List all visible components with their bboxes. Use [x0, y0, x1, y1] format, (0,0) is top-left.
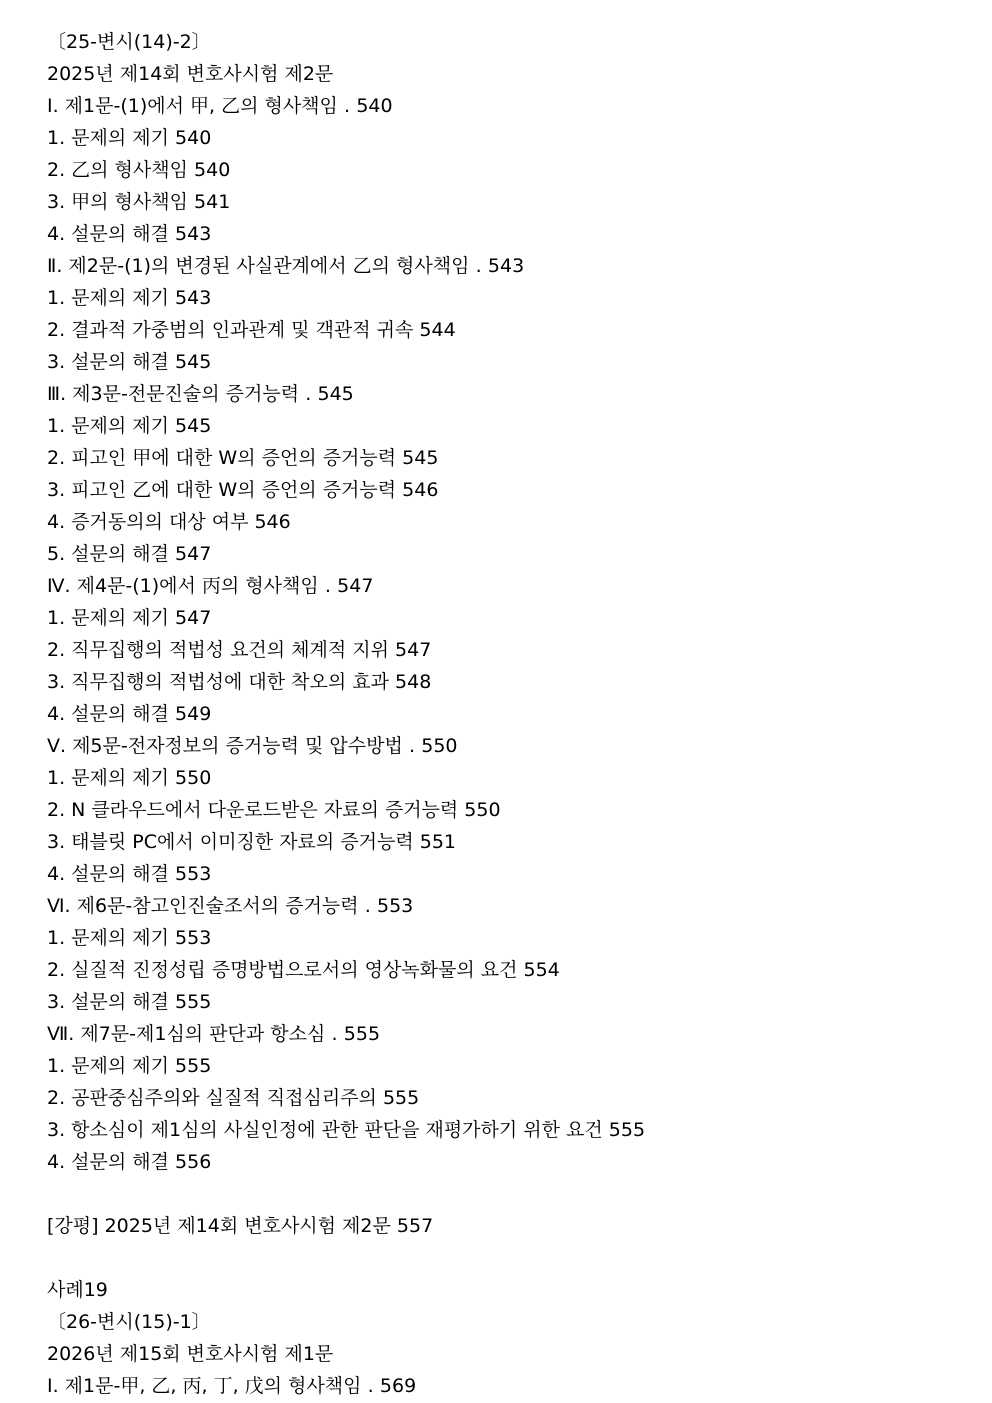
toc-section-heading: Ⅶ. 제7문-제1심의 판단과 항소심 ․ 555: [47, 1023, 381, 1045]
case-number: 사례19: [47, 1279, 108, 1301]
toc-entry: 1. 문제의 제기 550: [47, 767, 212, 789]
toc-entry: 1. 문제의 제기 555: [47, 1055, 212, 1077]
toc-section-heading: Ⅴ. 제5문-전자정보의 증거능력 및 압수방법 ․ 550: [47, 735, 458, 757]
toc-entry: 4. 설문의 해결 553: [47, 863, 212, 885]
toc-entry: 5. 설문의 해결 547: [47, 543, 212, 565]
case-code: 〔25-변시(14)-2〕: [47, 31, 211, 53]
toc-entry: 4. 설문의 해결 543: [47, 223, 212, 245]
toc-entry: 3. 직무집행의 적법성에 대한 착오의 효과 548: [47, 671, 432, 693]
case-code: 〔26-변시(15)-1〕: [47, 1311, 211, 1333]
toc-entry: 3. 피고인 乙에 대한 W의 증언의 증거능력 546: [47, 479, 439, 501]
toc-entry: 3. 항소심이 제1심의 사실인정에 관한 판단을 재평가하기 위한 요건 555: [47, 1119, 646, 1141]
toc-section-heading: Ⅲ. 제3문-전문진술의 증거능력 ․ 545: [47, 383, 354, 405]
toc-entry: 2. 직무집행의 적법성 요건의 체계적 지위 547: [47, 639, 432, 661]
exam-title: 2025년 제14회 변호사시험 제2문: [47, 63, 334, 85]
toc-entry: 1. 문제의 제기 553: [47, 927, 212, 949]
toc-entry: 1. 문제의 제기 543: [47, 287, 212, 309]
toc-section-heading: Ⅵ. 제6문-참고인진술조서의 증거능력 ․ 553: [47, 895, 414, 917]
toc-entry: 3. 설문의 해결 555: [47, 991, 212, 1013]
toc-entry: 2. 공판중심주의와 실질적 직접심리주의 555: [47, 1087, 420, 1109]
toc-entry: 4. 증거동의의 대상 여부 546: [47, 511, 291, 533]
toc-entry: 1. 문제의 제기 545: [47, 415, 212, 437]
review-entry: [강평] 2025년 제14회 변호사시험 제2문 557: [47, 1215, 434, 1237]
toc-entry: 2. 결과적 가중범의 인과관계 및 객관적 귀속 544: [47, 319, 456, 341]
toc-entry: 3. 태블릿 PC에서 이미징한 자료의 증거능력 551: [47, 831, 457, 853]
document-body: [47, 26, 967, 1402]
toc-entry: 3. 甲의 형사책임 541: [47, 191, 231, 213]
blank-line: [47, 1242, 967, 1274]
toc-entry: 2. 乙의 형사책임 540: [47, 159, 231, 181]
toc-entry: 1. 문제의 제기 547: [47, 607, 212, 629]
toc-entry: 2. N 클라우드에서 다운로드받은 자료의 증거능력 550: [47, 799, 501, 821]
exam-title: 2026년 제15회 변호사시험 제1문: [47, 1343, 334, 1365]
toc-entry: 4. 설문의 해결 556: [47, 1151, 212, 1173]
toc-section-heading: Ⅰ. 제1문-(1)에서 甲, 乙의 형사책임 ․ 540: [47, 95, 393, 117]
toc-entry: 2. 피고인 甲에 대한 W의 증언의 증거능력 545: [47, 447, 439, 469]
toc-section-heading: Ⅱ. 제2문-(1)의 변경된 사실관계에서 乙의 형사책임 ․ 543: [47, 255, 525, 277]
blank-line: [47, 1178, 967, 1210]
toc-entry: 3. 설문의 해결 545: [47, 351, 212, 373]
toc-section-heading: Ⅰ. 제1문-甲, 乙, 丙, 丁, 戊의 형사책임 ․ 569: [47, 1375, 417, 1397]
toc-entry: 1. 문제의 제기 540: [47, 127, 212, 149]
toc-section-heading: Ⅳ. 제4문-(1)에서 丙의 형사책임 ․ 547: [47, 575, 374, 597]
toc-entry: 4. 설문의 해결 549: [47, 703, 212, 725]
toc-entry: 2. 실질적 진정성립 증명방법으로서의 영상녹화물의 요건 554: [47, 959, 560, 981]
